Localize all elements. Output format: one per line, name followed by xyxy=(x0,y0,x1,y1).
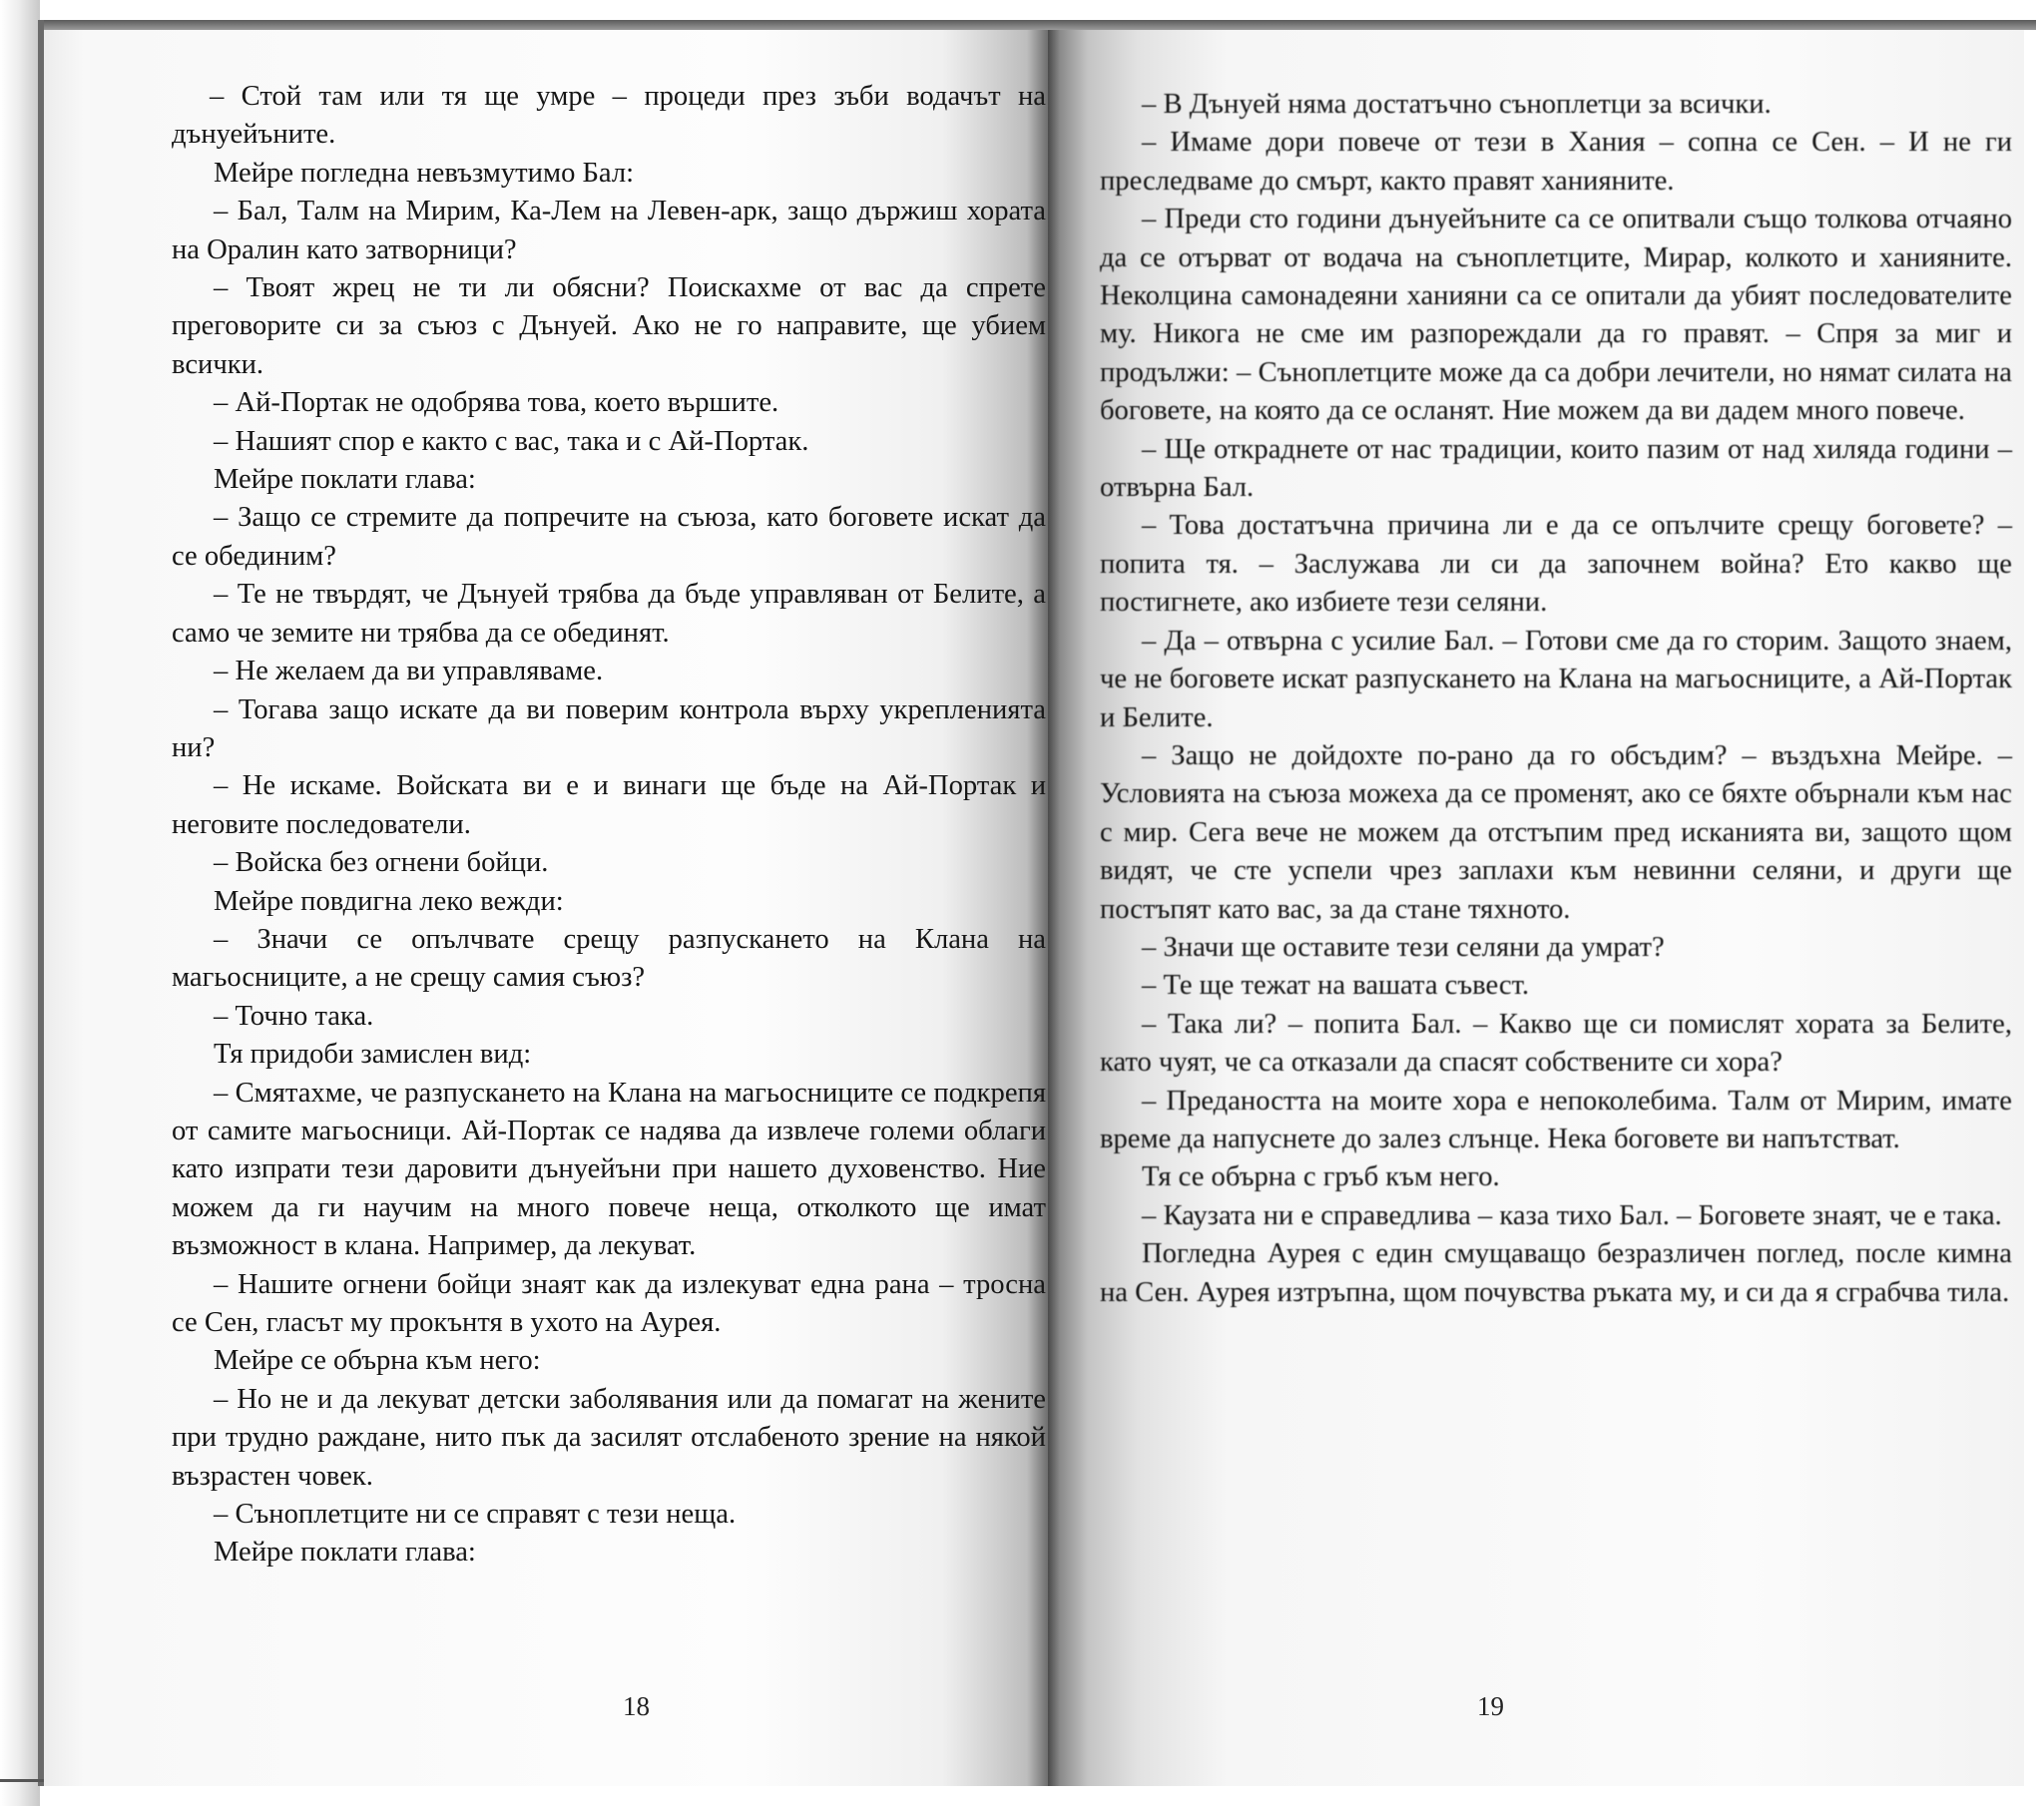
paragraph: – Но не и да лекуват детски заболявания или да помагат на жените при трудно раждане, нито пък да засилят отслабеното зрение на някой възрастен човек. xyxy=(172,1383,1046,1492)
paragraph: – Нашият спор е както с вас, така и с Ай-Портак. xyxy=(214,425,809,457)
paragraph: – Това достатъчна причина ли е да се опълчите срещу боговете? – попита тя. – Заслужава ли си да започнем война? Ето какво ще постигнете, ако избиете тези селяни. xyxy=(1100,510,2012,619)
paragraph: – Така ли? – попита Бал. – Какво ще си помислят хората за Белите, като чуят, че са отказали да спасят собствените си хора? xyxy=(1100,1008,2012,1079)
paragraph: – Съноплетците ни се справят с тези неща. xyxy=(214,1499,737,1531)
paragraph: Тя се обърна с гръб към него. xyxy=(1142,1161,1500,1193)
paragraph: – Значи ще оставите тези селяни да умрат? xyxy=(1142,931,1665,963)
scanner-top-band xyxy=(40,20,2036,30)
paragraph: – Преди сто години дънуейъните са се опитвали също толкова отчаяно да се отърват от водача на съноплетците, Мирар, колкото и ханияните. Неколцина самонадеяни ханияни са се опитали да убият последователите му. Никога не сме им разпореждали да го правят. – Спря за миг и продължи: – Съноплетците може да са добри лечители, но нямат силата на боговете, на която да се осланят. Ние можем да ви дадем много повече. xyxy=(1100,204,2012,427)
paragraph: Мейре се обърна към него: xyxy=(214,1345,541,1377)
left-page-text xyxy=(172,78,1046,1573)
paragraph: – Защо се стремите да попречите на съюза, като боговете искат да се обединим? xyxy=(172,502,1046,572)
paragraph: – Тогава защо искате да ви поверим контрола върху укрепленията ни? xyxy=(172,693,1046,763)
right-page-text xyxy=(1100,86,2012,1312)
right-page xyxy=(1048,30,2024,1786)
page-number: 19 xyxy=(1477,1691,1504,1721)
paragraph: – Значи се опълчвате срещу разпускането на Клана на магьосниците, а не срещу самия съюз? xyxy=(172,923,1046,994)
page-number: 18 xyxy=(623,1691,650,1721)
book-edge-strip xyxy=(0,0,40,1806)
paragraph: – Точно така. xyxy=(214,1000,374,1032)
paragraph: – Защо не дойдохте по-рано да го обсъдим? – въздъхна Мейре. – Условията на съюза можеха да се променят, ако се бяхте обърнали към нас с мир. Сега вече не можем да отстъпим пред исканията ви, защото щом видят, че сте успели чрез заплахи към невинни селяни, и други ще постъпят като вас, за да стане тяхното. xyxy=(1100,739,2012,925)
paragraph: – Каузата ни е справедлива – каза тихо Бал. – Боговете знаят, че е така. xyxy=(1142,1199,2002,1231)
paragraph: – Ай-Портак не одобрява това, което вършите. xyxy=(214,387,779,419)
paragraph: – Войска без огнени бойци. xyxy=(214,847,549,879)
paragraph: – Не искаме. Войската ви е и винаги ще бъде на Ай-Портак и неговите последователи. xyxy=(172,770,1046,840)
paragraph: Мейре повдигна леко вежди: xyxy=(214,885,564,917)
paragraph: – Стой там или тя ще умре – процеди през зъби водачът на дънуейъните. xyxy=(172,81,1046,151)
left-page xyxy=(44,30,1048,1786)
paragraph: – Те не твърдят, че Дънуей трябва да бъде управляван от Белите, а само че земите ни трябва да се обединят. xyxy=(172,579,1046,649)
paragraph: Мейре погледна невъзмутимо Бал: xyxy=(214,157,635,189)
paragraph: – Предаността на моите хора е непоколебима. Талм от Мирим, имате време да напуснете до залез слънце. Нека боговете ви напътстват. xyxy=(1100,1085,2012,1154)
paragraph: – Твоят жрец не ти ли обясни? Поискахме от вас да спрете преговорите си за съюз с Дънуей. Ако не го направите, ще убием всички. xyxy=(172,272,1046,380)
paragraph: – Не желаем да ви управляваме. xyxy=(214,656,604,687)
paragraph: – Да – отвърна с усилие Бал. – Готови сме да го сторим. Защото знаем, че не боговете искат разпускането на Клана на магьосниците, а Ай-Портак и Белите. xyxy=(1100,625,2012,733)
paragraph: – Смятахме, че разпускането на Клана на магьосниците се подкрепя от самите магьосници. Ай-Портак се надява да извлече големи облаги като изпрати тези даровити дънуейъни при нашето духовенство. Ние можем да ги научим на много повече неща, отколкото ще имат възможност в клана. Например, да лекуват. xyxy=(172,1077,1046,1262)
paragraph: Погледна Аурея с един смущаващо безразличен поглед, после кимна на Сен. Аурея изтръпна, щом почувства ръката му, и си да я сграбчва тила. xyxy=(1100,1238,2012,1308)
paragraph: Мейре поклати глава: xyxy=(214,1537,476,1569)
paragraph: Мейре поклати глава: xyxy=(214,464,476,496)
paragraph: – Ще откраднете от нас традиции, които пазим от над хиляда години – отвърна Бал. xyxy=(1100,433,2012,504)
paragraph: – В Дънуей няма достатъчно съноплетци за всички. xyxy=(1142,89,1772,120)
paragraph: Тя придоби замислен вид: xyxy=(214,1039,532,1071)
paragraph: – Бал, Талм на Мирим, Ка-Лем на Левен-арк, защо държиш хората на Оралин като затворници? xyxy=(172,196,1046,265)
paragraph: – Те ще тежат на вашата съвест. xyxy=(1142,970,1530,1002)
paragraph: – Нашите огнени бойци знаят как да излекуват една рана – тросна се Сен, гласът му прокънтя в ухото на Аурея. xyxy=(172,1268,1046,1338)
paragraph: – Имаме дори повече от тези в Хания – сопна се Сен. – И не ги преследваме до смърт, както правят ханияните. xyxy=(1100,127,2012,197)
